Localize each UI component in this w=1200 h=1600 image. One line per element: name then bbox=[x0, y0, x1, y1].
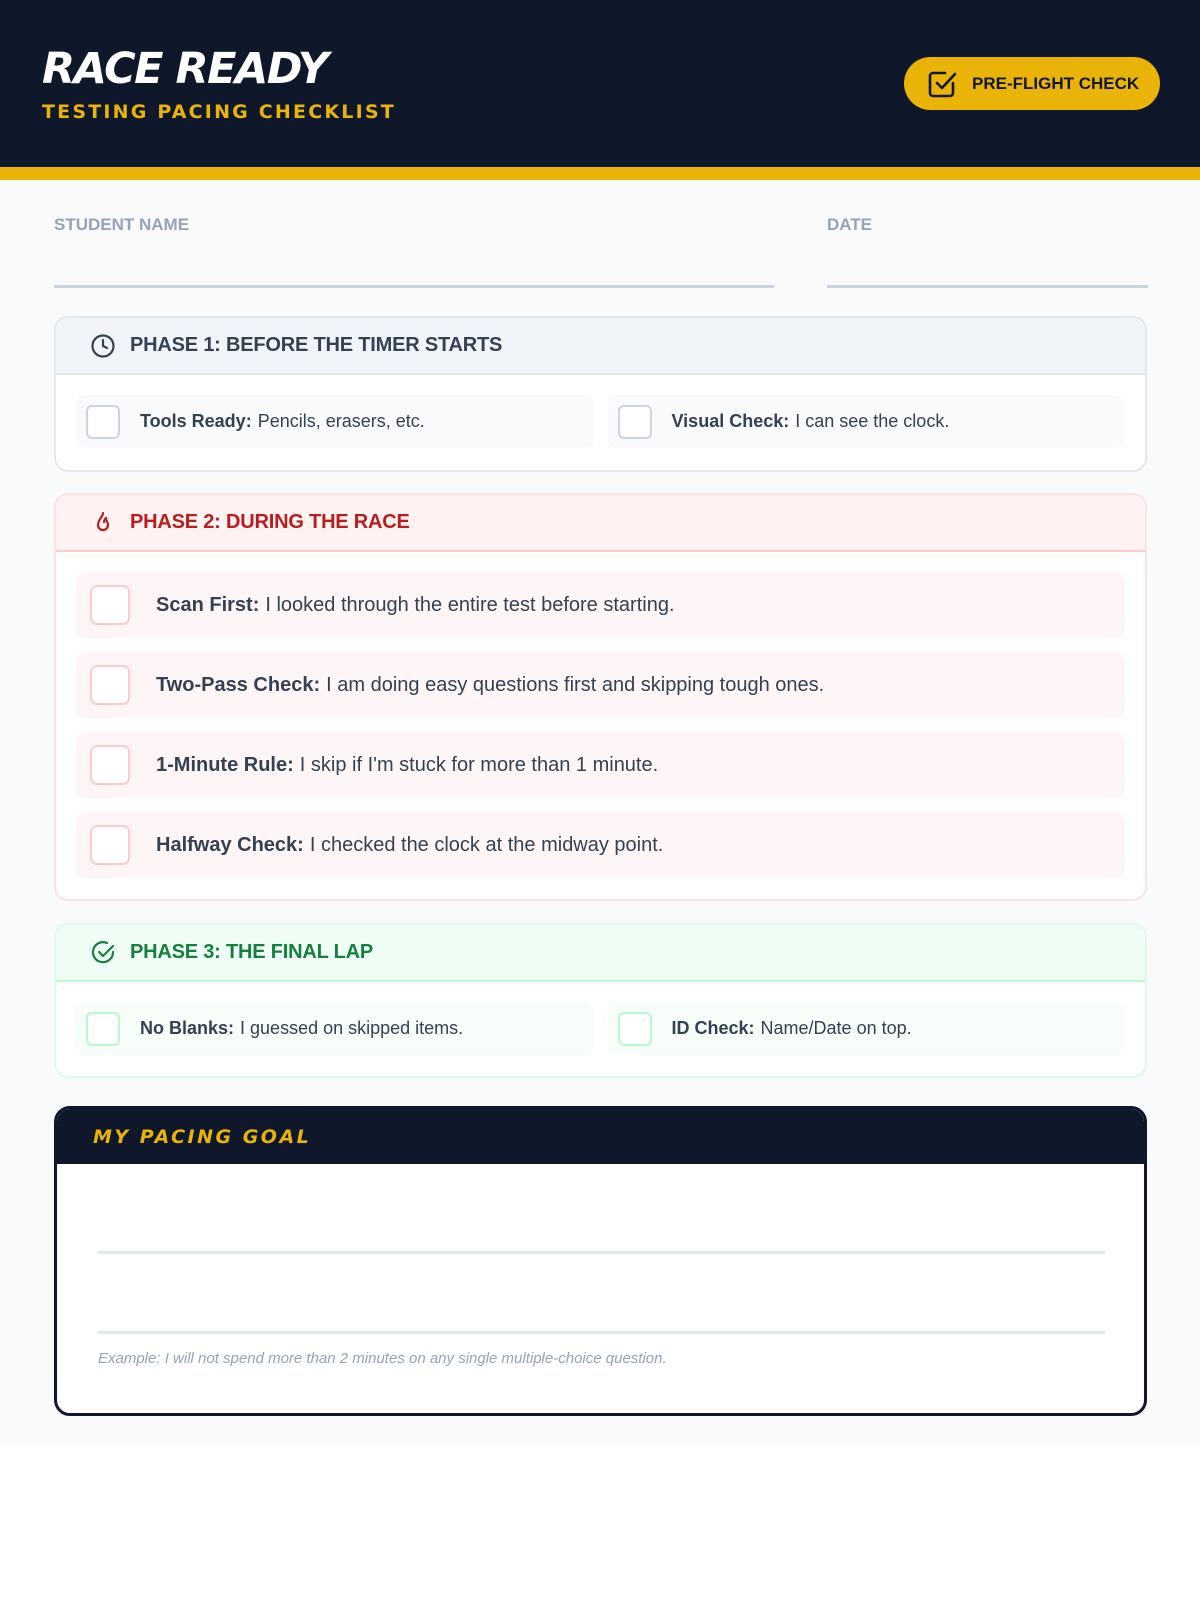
goal-writing-line[interactable] bbox=[98, 1251, 1105, 1254]
item-label: ID Check: bbox=[671, 1018, 755, 1038]
checklist-item-halfway-check bbox=[76, 812, 1125, 878]
item-text: I looked through the entire test before starting. bbox=[265, 593, 675, 616]
checkbox-checked-icon bbox=[926, 68, 958, 100]
checklist-item-id-check bbox=[608, 1002, 1126, 1055]
phase-3-title: PHASE 3: THE FINAL LAP bbox=[130, 941, 374, 963]
student-name-field[interactable] bbox=[54, 285, 774, 288]
pacing-goal-title: MY PACING GOAL bbox=[57, 1109, 1144, 1164]
phase-2-title: PHASE 2: DURING THE RACE bbox=[130, 511, 410, 533]
item-text: I am doing easy questions first and skipping tough ones. bbox=[326, 673, 825, 696]
preflight-check-button[interactable] bbox=[904, 57, 1160, 110]
check-circle-icon bbox=[90, 940, 116, 966]
brand-title: RACE READY bbox=[42, 44, 328, 94]
phase-1-title: PHASE 1: BEFORE THE TIMER STARTS bbox=[130, 334, 503, 356]
checklist-item-scan-first bbox=[76, 572, 1125, 638]
checkbox[interactable] bbox=[86, 405, 120, 439]
checkbox[interactable] bbox=[90, 665, 130, 705]
pacing-goal-box bbox=[54, 1106, 1147, 1416]
phase-3-card bbox=[54, 923, 1147, 1078]
checklist-item-no-blanks bbox=[76, 1002, 594, 1055]
item-label: 1-Minute Rule: bbox=[156, 753, 294, 776]
checkbox[interactable] bbox=[90, 825, 130, 865]
checkbox[interactable] bbox=[618, 405, 652, 439]
item-label: Visual Check: bbox=[671, 411, 790, 431]
header bbox=[0, 0, 1200, 167]
checkbox[interactable] bbox=[90, 585, 130, 625]
checkbox[interactable] bbox=[618, 1012, 652, 1046]
date-field[interactable] bbox=[827, 285, 1148, 288]
clock-icon bbox=[90, 333, 116, 359]
item-text: I guessed on skipped items. bbox=[240, 1018, 464, 1038]
checklist-item-tools-ready bbox=[76, 395, 594, 448]
checklist-item-one-minute-rule bbox=[76, 732, 1125, 798]
item-label: Two-Pass Check: bbox=[156, 673, 321, 696]
phase-1-header bbox=[56, 318, 1145, 375]
checkbox[interactable] bbox=[90, 745, 130, 785]
checkbox[interactable] bbox=[86, 1012, 120, 1046]
goal-writing-line[interactable] bbox=[98, 1331, 1105, 1334]
item-label: Tools Ready: bbox=[140, 411, 252, 431]
item-label: Scan First: bbox=[156, 593, 260, 616]
phase-3-header bbox=[56, 925, 1145, 982]
brand-subtitle: TESTING PACING CHECKLIST bbox=[42, 101, 396, 123]
date-label: DATE bbox=[827, 215, 873, 234]
item-text: I skip if I'm stuck for more than 1 minute. bbox=[299, 753, 659, 776]
checklist-item-two-pass bbox=[76, 652, 1125, 718]
phase-2-card bbox=[54, 493, 1147, 901]
checklist-item-visual-check bbox=[608, 395, 1126, 448]
phase-1-card bbox=[54, 316, 1147, 472]
goal-example-text: Example: I will not spend more than 2 minutes on any single multiple-choice question. bbox=[98, 1350, 667, 1367]
header-accent-band bbox=[0, 167, 1200, 180]
item-text: I can see the clock. bbox=[795, 411, 950, 431]
flame-icon bbox=[90, 510, 116, 536]
item-text: Pencils, erasers, etc. bbox=[257, 411, 425, 431]
item-text: Name/Date on top. bbox=[760, 1018, 912, 1038]
student-info-fields bbox=[54, 208, 1148, 288]
preflight-check-label: PRE-FLIGHT CHECK bbox=[972, 73, 1140, 93]
phase-2-header bbox=[56, 495, 1145, 552]
item-label: No Blanks: bbox=[140, 1018, 235, 1038]
student-name-label: STUDENT NAME bbox=[54, 215, 190, 234]
item-label: Halfway Check: bbox=[156, 833, 304, 856]
item-text: I checked the clock at the midway point. bbox=[309, 833, 664, 856]
